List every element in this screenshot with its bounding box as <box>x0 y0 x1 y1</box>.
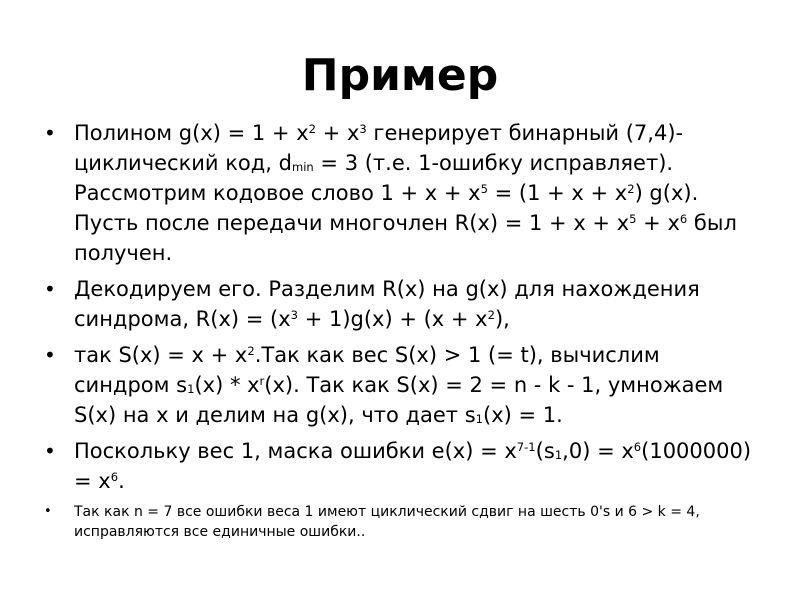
text-run: (x) * x <box>194 373 260 397</box>
text-run: был получен. <box>74 211 737 265</box>
bullet-text <box>74 439 751 493</box>
superscript: 6 <box>633 440 642 455</box>
bullet-item <box>40 502 760 542</box>
text-run: Декодируем его. Разделим R(x) на g(x) для нахождения синдрома, R(x) = (x <box>74 277 700 331</box>
bullet-dot-icon: • <box>44 439 56 463</box>
text-run: + x <box>636 211 680 235</box>
text-run: . <box>118 469 125 493</box>
text-run: .Так как вес S(x) > 1 (= t), вычислим синдром s <box>74 343 660 397</box>
superscript: 7-1 <box>516 440 536 455</box>
superscript: 5 <box>480 182 488 197</box>
text-run: Поскольку вес 1, маска ошибки e(x) = x <box>74 439 517 463</box>
bullet-dot-icon: • <box>44 504 52 519</box>
bullet-dot-icon: • <box>44 343 56 367</box>
text-run: (1000000) = x <box>74 439 752 493</box>
superscript: 2 <box>487 308 495 323</box>
superscript: 2 <box>247 344 255 359</box>
text-run: + x <box>316 121 360 145</box>
bullet-dot-icon: • <box>44 277 56 301</box>
bullet-text <box>74 504 700 540</box>
bullet-item <box>40 340 760 430</box>
text-run: = (1 + x + x <box>487 181 628 205</box>
superscript: 3 <box>359 122 367 137</box>
bullet-item <box>40 118 760 268</box>
subscript: 1 <box>554 448 563 463</box>
text-run: ,0) = x <box>562 439 634 463</box>
text-run: Полином g(x) = 1 + x <box>74 121 309 145</box>
bullet-item <box>40 274 760 334</box>
bullet-text <box>74 121 737 265</box>
bullet-item <box>40 436 760 496</box>
slide-title: Пример <box>301 50 499 101</box>
bullet-text <box>74 277 700 331</box>
superscript: 6 <box>110 470 119 485</box>
bullet-list <box>40 118 760 548</box>
text-run: = 3 (т.е. 1-ошибку исправляет). Рассмотрим кодовое слово 1 + x + x <box>74 151 674 205</box>
text-run: + 1)g(x) + (x + x <box>298 307 488 331</box>
subscript: min <box>291 160 314 175</box>
subscript: 1 <box>475 412 483 427</box>
superscript: 3 <box>290 308 299 323</box>
bullet-dot-icon: • <box>44 121 56 145</box>
superscript: 2 <box>627 182 635 197</box>
text-run: (x). Так как S(x) = 2 = n - k - 1, умножаем S(x) на x и делим на g(x), что дает s <box>74 373 724 427</box>
text-run: ) g(x). Пусть после передачи многочлен R(x) = 1 + x + x <box>74 181 699 235</box>
text-run: генерирует бинарный (7,4)-циклический код, d <box>74 121 684 175</box>
superscript: 5 <box>629 212 637 227</box>
text-run: (x) = 1. <box>483 403 563 427</box>
text-run: Так как n = 7 все ошибки веса 1 имеют циклический сдвиг на шесть 0's и 6 > k = 4, исправляются все единичные ошибки.. <box>74 504 700 540</box>
subscript: 1 <box>187 382 195 397</box>
superscript: r <box>259 374 265 389</box>
bullet-text <box>74 343 723 427</box>
text-run: так S(x) = x + x <box>74 343 248 367</box>
text-run: (s <box>535 439 555 463</box>
superscript: 6 <box>679 212 688 227</box>
text-run: ), <box>494 307 510 331</box>
superscript: 2 <box>308 122 316 137</box>
